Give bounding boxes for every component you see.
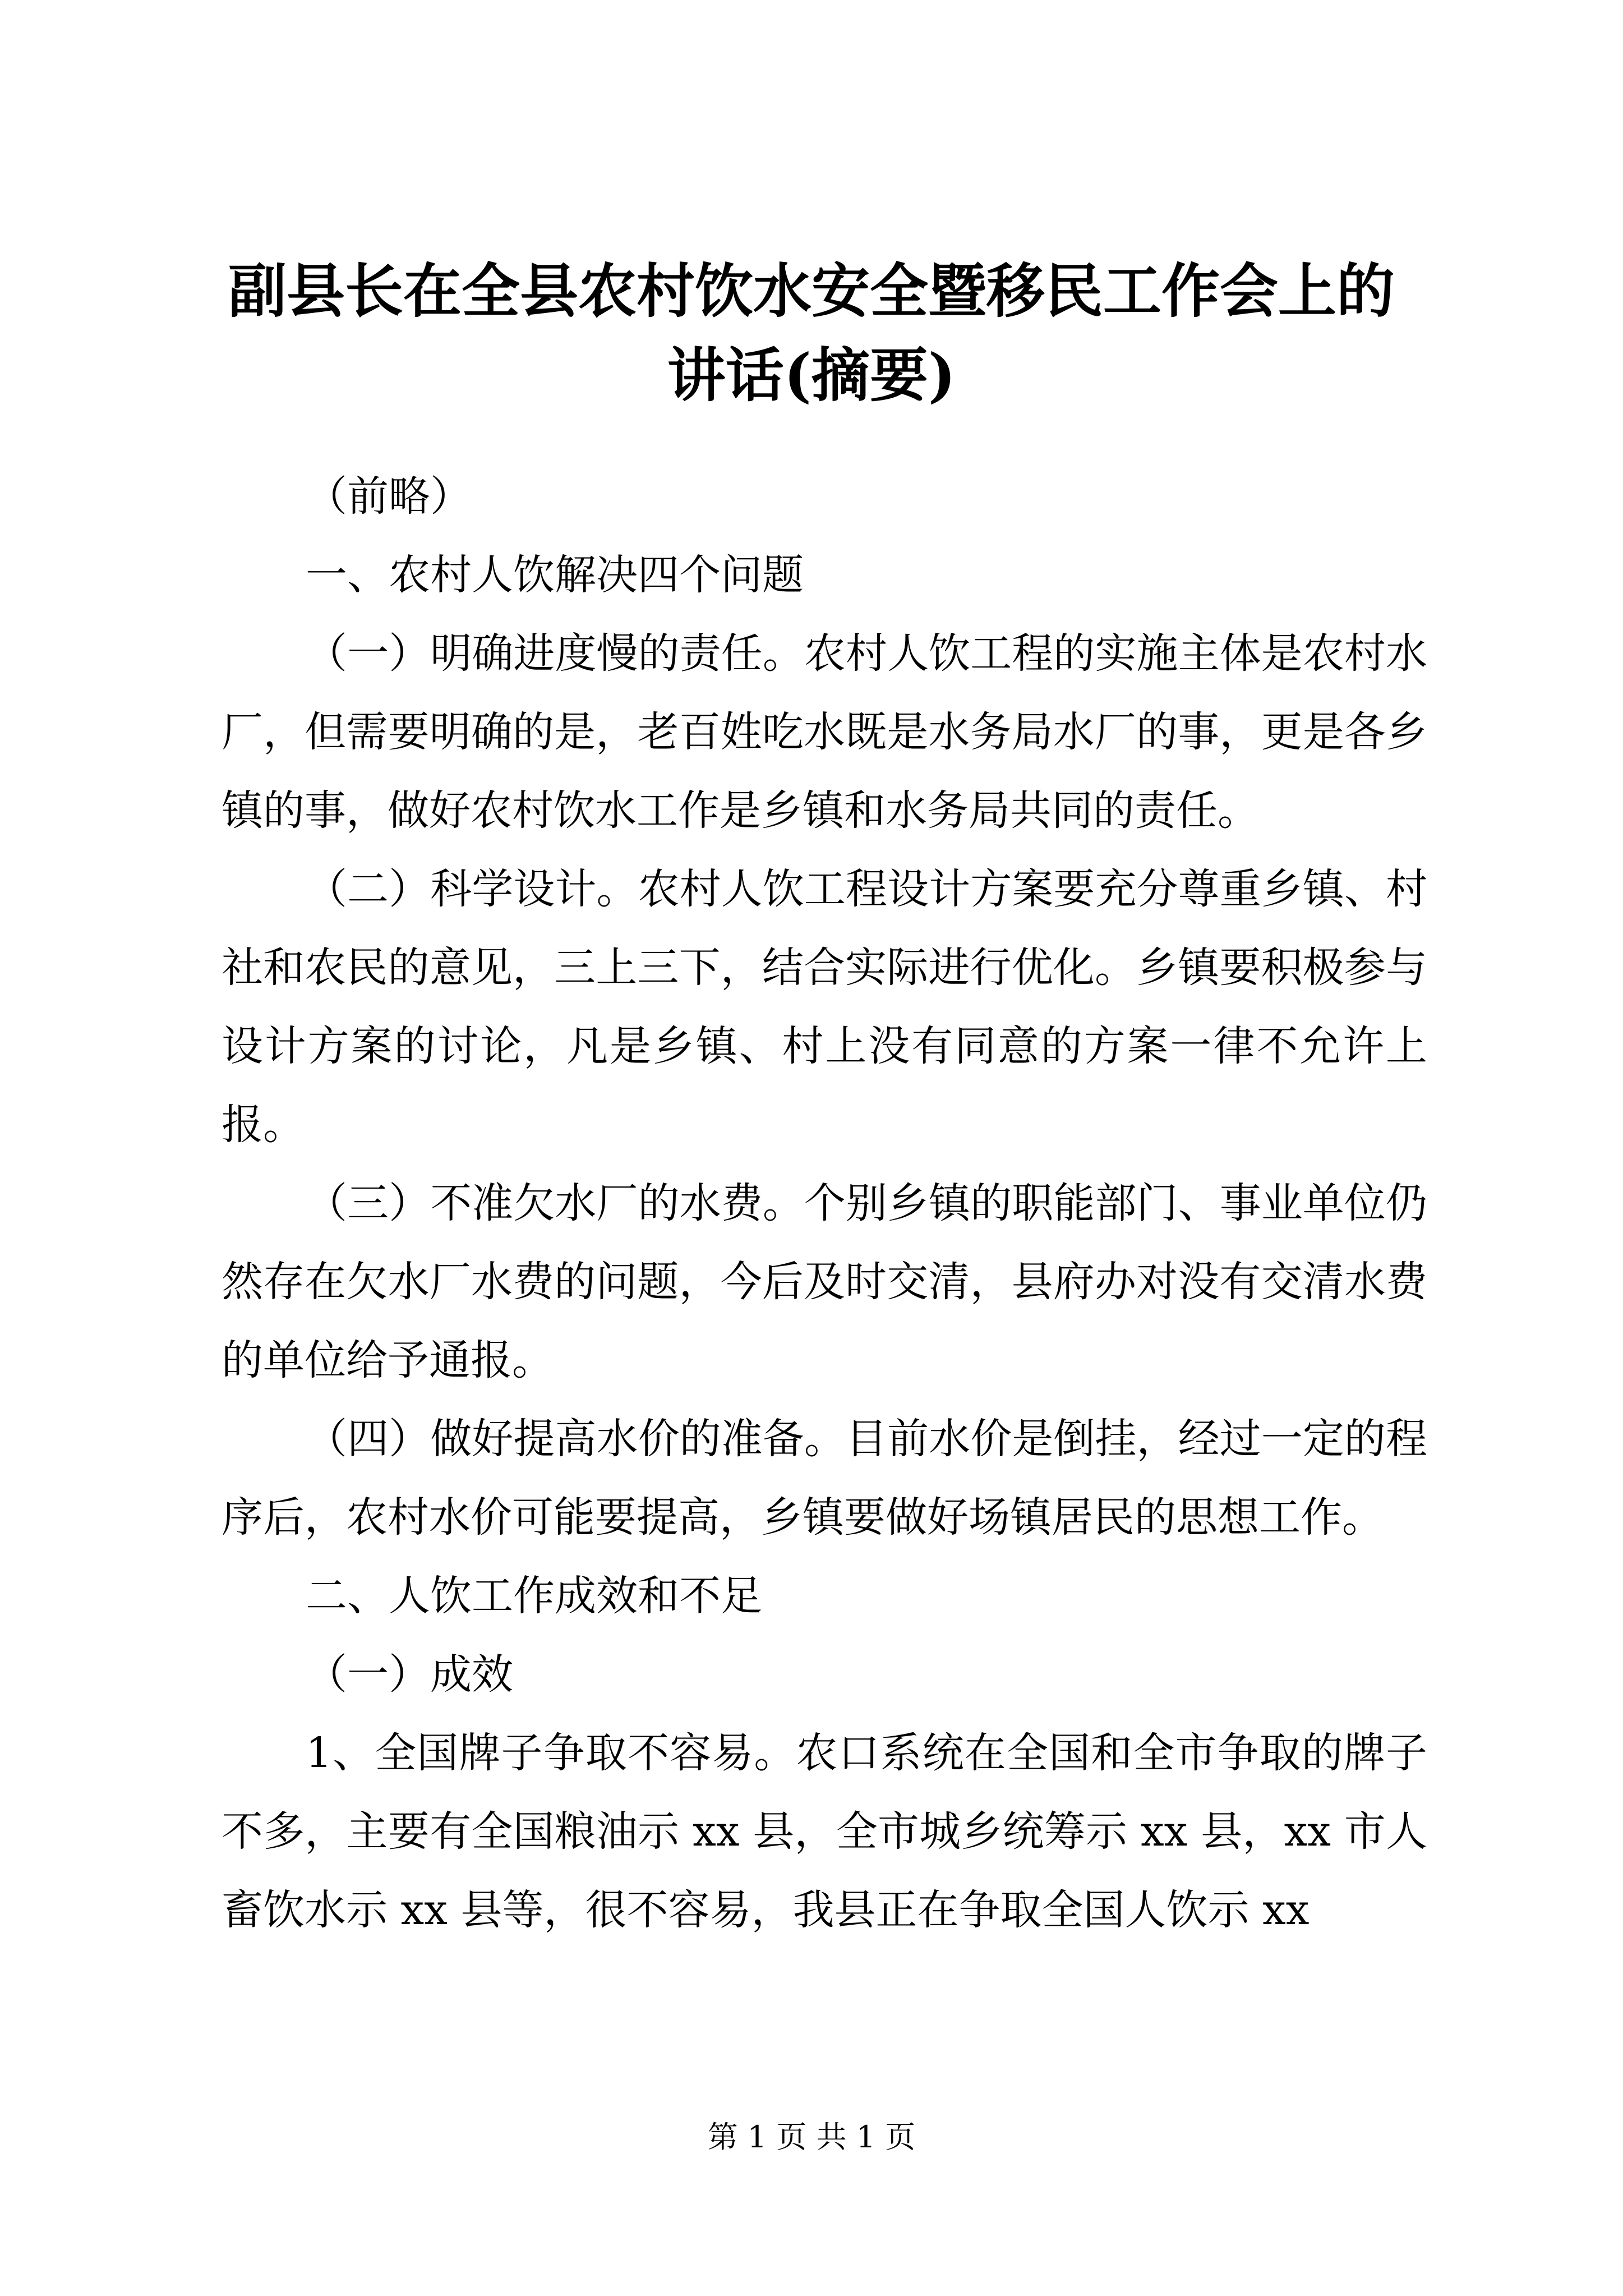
document-title-line-1: 副县长在全县农村饮水安全暨移民工作会上的	[228, 256, 1395, 325]
paragraph-1-1: （一）明确进度慢的责任。农村人饮工程的实施主体是农村水厂，但需要明确的是，老百姓吃水既是水务局水厂的事，更是各乡镇的事，做好农村饮水工作是乡镇和水务局共同的责任。	[222, 629, 1427, 835]
paragraph-1-3: （三）不准欠水厂的水费。个别乡镇的职能部门、事业单位仍然存在欠水厂水费的问题，今后及时交清，县府办对没有交清水费的单位给予通报。	[222, 1179, 1427, 1384]
subsection-heading-2-1: （一）成效	[306, 1650, 513, 1699]
paragraph-2-1-1: 1、全国牌子争取不容易。农口系统在全国和全市争取的牌子不多，主要有全国粮油示 xx 县，全市城乡统筹示 xx 县，xx 市人畜饮水示 xx 县等，很不容易，我县正在争取全国人饮示 xx	[222, 1729, 1427, 1934]
section-heading-2: 二、人饮工作成效和不足	[306, 1572, 762, 1620]
paragraph-preamble: （前略）	[306, 472, 472, 521]
page-footer: 第 1 页 共 1 页	[707, 2119, 916, 2155]
paragraph-1-4: （四）做好提高水价的准备。目前水价是倒挂，经过一定的程序后，农村水价可能要提高，乡镇要做好场镇居民的思想工作。	[222, 1415, 1427, 1542]
paragraph-1-2: （二）科学设计。农村人饮工程设计方案要充分尊重乡镇、村社和农民的意见，三上三下，结合实际进行优化。乡镇要积极参与设计方案的讨论，凡是乡镇、村上没有同意的方案一律不允许上报。	[222, 865, 1427, 1149]
section-heading-1: 一、农村人饮解决四个问题	[306, 551, 804, 599]
document-body	[222, 457, 1427, 1949]
document-title-line-2: 讲话(摘要)	[667, 341, 956, 409]
